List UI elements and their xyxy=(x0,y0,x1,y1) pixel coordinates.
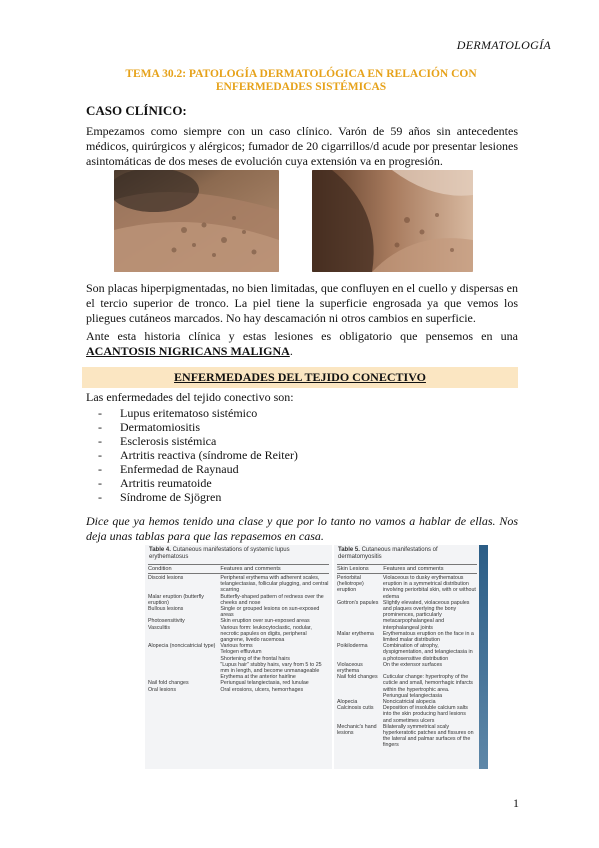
disease-list xyxy=(98,406,298,504)
table-cell: Violaceous to dusky erythematous eruption in a symmetrical distribution involving periorbital skin, with or without edema xyxy=(382,575,476,600)
table-cell: Nail fold changes xyxy=(148,680,189,687)
table-cell: "Lupus hair" stubby hairs, vary from 5 to 25 mm in length, and become unmanageable xyxy=(220,661,322,675)
table-row xyxy=(337,724,476,749)
table-row xyxy=(337,643,476,662)
list-item: - Enfermedad de Raynaud xyxy=(98,462,298,476)
table-cell: Mechanic's hand lesions xyxy=(337,723,377,737)
table-cell: Discoid lesions xyxy=(148,575,184,581)
lesson-title: TEMA 30.2: PATOLOGÍA DERMATOLÓGICA EN RELACIÓN CON ENFERMEDADES SISTÉMICAS xyxy=(125,68,477,93)
diagnosis-name: ACANTOSIS NIGRICANS MALIGNA xyxy=(86,344,290,358)
table-cell: Oral lesions xyxy=(148,686,176,693)
lesion-description-paragraph: Son placas hiperpigmentadas, no bien limitadas, que confluyen en el cuello y dispersas en el tercio superior de tronco. La piel tiene la superficie engrosada ya que vemos los pliegues cutáneos marcados. No hay descamación ni otros cambios en superficie. xyxy=(86,281,518,325)
table-row xyxy=(148,687,329,693)
table-cell: Vasculitis xyxy=(148,624,170,631)
table-cell: Shortening of the frontal hairs xyxy=(220,655,290,662)
table-cell: Various forms xyxy=(220,643,253,650)
table-cell: Alopecia (noncicatricial type) xyxy=(148,643,216,650)
table-row xyxy=(337,631,476,643)
table-row xyxy=(148,662,329,674)
diagnosis-paragraph xyxy=(86,329,518,359)
table-cell: Periungual telangiectasia, red lunulae xyxy=(220,680,309,687)
list-item: - Síndrome de Sjögren xyxy=(98,490,298,504)
case-intro-paragraph: Empezamos como siempre con un caso clínico. Varón de 59 años sin antecedentes médicos, quirúrgicos y alérgicos; fumador de 20 cigarrillos/d acude por presentar lesiones asintomáticas de dos meses de evolución cuya extensión va en progresión. xyxy=(86,124,518,168)
table-cell: Peripheral erythema with adherent scales, telangiectasias, follicular plugging, and central scarring xyxy=(220,575,329,594)
table-cell: Combination of atrophy, dyspigmentation, and telangiectasia in a photosensitive distribution xyxy=(382,643,473,662)
table-cell: Cuticular change: hypertrophy of the cuticle and small, hemorrhagic infarcts within the hypertrophic area. Periungual telangiectasia xyxy=(382,674,473,699)
table-cell xyxy=(148,662,220,674)
table-row xyxy=(337,600,476,631)
table-row xyxy=(337,575,476,600)
table-cell: Photosensitivity xyxy=(148,618,185,625)
clinical-photo-side-neck xyxy=(312,170,473,272)
diagnosis-prefix: Ante esta historia clínica y estas lesiones es obligatorio que pensemos en una xyxy=(86,329,518,343)
table4-header: Condition Features and comments xyxy=(148,564,329,574)
table-cell: Malar eruption (butterfly eruption) xyxy=(148,593,204,606)
table-row xyxy=(337,662,476,674)
table-row xyxy=(148,625,329,644)
page-number: 1 xyxy=(513,796,519,810)
tables-note: Dice que ya hemos tenido una clase y que por lo tanto no vamos a hablar de ellas. Nos deja unas tablas para que las repasemos en casa. xyxy=(86,514,518,543)
table-cell: Erythema at the anterior hairline xyxy=(220,674,296,681)
case-heading: CASO CLÍNICO: xyxy=(86,103,187,118)
table-cell: Skin eruption over sun-exposed areas xyxy=(220,618,310,625)
table-row xyxy=(148,575,329,594)
table-cell: Alopecia xyxy=(337,699,358,706)
table-cell: On the extensor surfaces xyxy=(382,661,443,668)
table4-caption: Table 4. Cutaneous manifestations of systemic lupus erythematosus xyxy=(149,547,290,560)
table-cell: Malar erythema xyxy=(337,630,374,637)
table-lupus-image xyxy=(145,545,332,769)
table-cell: Noncicatricial alopecia xyxy=(382,699,436,706)
table5-edge-strip xyxy=(479,545,488,769)
list-item: - Lupus eritematoso sistémico xyxy=(98,406,298,420)
list-item: - Artritis reumatoide xyxy=(98,476,298,490)
list-item: - Esclerosis sistémica xyxy=(98,434,298,448)
section-heading-band xyxy=(82,367,518,388)
table-cell: Deposition of insoluble calcium salts into the skin producing hard lesions and sometimes ulcers xyxy=(382,705,468,724)
running-header: DERMATOLOGÍA xyxy=(456,38,551,52)
table-row xyxy=(337,705,476,724)
table-cell: Various form: leukocytoclastic, nodular, necrotic papules on digits, peripheral gangrene, livedo racemosa xyxy=(220,624,312,644)
table-row xyxy=(337,674,476,699)
table-cell: Bilaterally symmetrical scaly hyperkeratotic patches and fissures on the lateral and palmar surfaces of the fingers xyxy=(382,723,474,749)
table-cell: Slightly elevated, violaceous papules and plaques overlying the bony prominences, particularly metacarpophalangeal and interphalangeal joints xyxy=(382,599,470,631)
table-cell: Periorbital (heliotrope) eruption xyxy=(337,575,364,594)
table-cell: Telogen effluvium xyxy=(220,649,262,656)
section-heading: ENFERMEDADES DEL TEJIDO CONECTIVO xyxy=(174,370,426,384)
table-cell: Single or grouped lesions on sun-exposed areas xyxy=(220,606,320,619)
table-cell: Gottron's papules xyxy=(337,599,379,606)
diagnosis-suffix: . xyxy=(289,344,293,358)
table-cell: Erythematous eruption on the face in a limited malar distribution xyxy=(382,630,474,644)
table-cell: Nail fold changes xyxy=(337,674,378,681)
table-cell: Oral erosions, ulcers, hemorrhages xyxy=(220,686,304,693)
list-item: - Dermatomiositis xyxy=(98,420,298,434)
table-row xyxy=(148,594,329,606)
table-cell: Poikiloderma xyxy=(337,643,368,650)
table-cell: Bullous lesions xyxy=(148,606,184,613)
list-item: - Artritis reactiva (síndrome de Reiter) xyxy=(98,448,298,462)
table-dermatomyositis-image xyxy=(334,545,488,769)
table5-header: Skin Lesions Features and comments xyxy=(337,564,477,574)
table-row xyxy=(148,606,329,618)
table5-caption: Table 5. Cutaneous manifestations of dermatomyositis xyxy=(338,547,438,560)
clinical-photo-back-neck xyxy=(114,170,279,272)
section-intro: Las enfermedades del tejido conectivo son: xyxy=(86,390,294,404)
table-cell: Violaceous erythema xyxy=(337,661,363,675)
table-cell: Calcinosis cutis xyxy=(337,705,374,712)
table-cell: Butterfly-shaped pattern of redness over the cheeks and nose xyxy=(220,593,324,606)
